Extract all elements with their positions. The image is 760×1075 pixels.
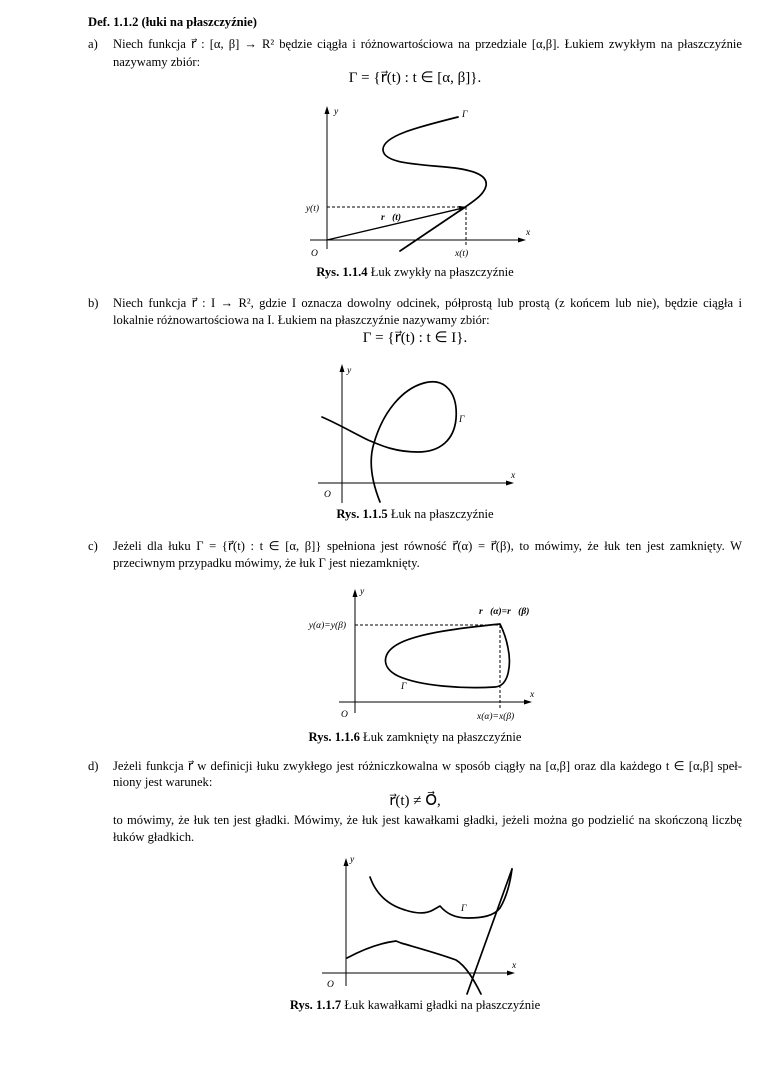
item-d-line-2: niony jest warunek: [113, 775, 213, 789]
x-axis-label: x [511, 471, 516, 481]
item-b-formula: Γ = {r⃗(t) : t ∈ I}. [362, 330, 468, 346]
x-axis-label: x [530, 690, 535, 700]
figure-2-caption-number: Rys. 1.1.5 [336, 507, 388, 521]
item-b-line-2: lokalnie różnowartościowa na I. Łukiem na płaszczyźnie nazywamy zbiór: [113, 313, 490, 327]
item-c-equality: r⃗(α) = r⃗(β) [452, 539, 511, 553]
item-c-line-2: przeciwnym przypadku mówimy, że łuk Γ jest niezamknięty. [113, 556, 420, 570]
item-a-text-2: będzie ciągła i różnowartościowa na przedziale [279, 37, 527, 51]
y-axis-label: y [350, 855, 355, 865]
item-b-line-1 [113, 294, 742, 312]
figure-3-caption [88, 728, 742, 746]
origin-label: O [324, 490, 331, 500]
curve-label: Γ [462, 110, 468, 120]
item-d-line-4: łuków gładkich. [113, 830, 195, 844]
curve-gamma [383, 117, 486, 251]
figure-1-caption-text: Łuk zwykły na płaszczyźnie [370, 265, 514, 279]
item-a-formula: Γ = {r⃗(t) : t ∈ [α, β]}. [348, 70, 482, 86]
item-d-text-4: speł- [717, 759, 742, 773]
item-c-marker: c) [88, 539, 98, 553]
item-d-line-3: to mówimy, że łuk ten jest gładki. Mówimy, że łuk jest kawałkami gładki, jeżeli można go podzielić na skończoną liczbę [113, 813, 742, 827]
figure-4-caption-text: Łuk kawałkami gładki na płaszczyźnie [344, 998, 541, 1012]
y-axis-label: y [334, 107, 339, 117]
item-a-interval: [α,β] [531, 37, 557, 51]
item-a-line-2: nazywamy zbiór: [113, 55, 201, 69]
item-b-function-notation: r⃗ : I → R² [191, 296, 251, 310]
y-t-label: y(t) [305, 204, 319, 214]
x-axis-arrowhead [506, 481, 514, 486]
lower-curve-piece [347, 941, 481, 994]
figure-3-caption-number: Rys. 1.1.6 [308, 730, 360, 744]
item-c-text-1: Jeżeli dla łuku [113, 539, 191, 553]
item-c-text-3: , to mówimy, że łuk ten jest zamknięty. W [510, 539, 742, 553]
item-a-function-notation: r⃗ : [α, β] → R² [190, 37, 275, 51]
item-d-text-1: Jeżeli funkcja [113, 759, 184, 773]
definition-title: Def. 1.1.2 (łuki na płaszczyźnie) [88, 15, 257, 29]
figure-2-diagram [305, 360, 525, 505]
item-c-arc-set: Γ = {r⃗(t) : t ∈ [α, β]} [196, 539, 322, 553]
x-axis-label: x [526, 228, 531, 238]
figure-1-caption [88, 263, 742, 281]
item-b-text-2: , gdzie I oznacza dowolny odcinek, półprostą lub prostą (z końcem lub nie), będzie ciągła i [250, 296, 742, 310]
item-a-line-1 [113, 35, 742, 53]
origin-label: O [341, 710, 348, 720]
y-axis-arrowhead [353, 589, 358, 597]
item-b-text-1: Niech funkcja [113, 296, 187, 310]
x-axis-arrowhead [507, 971, 515, 976]
curve-label: Γ [459, 415, 465, 425]
endpoint-label: r⃗(α)=r⃗(β) [479, 607, 530, 617]
item-d-interval: [α,β] [545, 759, 571, 773]
item-d-marker: d) [88, 759, 99, 773]
item-a-text-3: . Łukiem zwykłym na płaszczyźnie [556, 37, 742, 51]
figure-4-diagram [315, 852, 525, 997]
y-axis-label: y [347, 366, 352, 376]
vector-label: r⃗(t) [381, 213, 402, 223]
figure-4-caption [88, 996, 742, 1014]
y-axis-arrowhead [325, 106, 330, 114]
figure-2-caption [88, 505, 742, 523]
y-alpha-beta-label: y(α)=y(β) [308, 621, 346, 631]
item-d-t-in-interval: t ∈ [α,β] [665, 759, 714, 773]
origin-label: O [327, 980, 334, 990]
figure-3-diagram [292, 585, 540, 725]
item-c-text-2: spełniona jest równość [326, 539, 447, 553]
closed-curve-gamma [385, 624, 509, 688]
upper-curve-piece [370, 869, 512, 918]
item-b-marker: b) [88, 296, 99, 310]
x-axis-arrowhead [524, 700, 532, 705]
curve-label: Γ [461, 904, 467, 914]
origin-label: O [311, 249, 318, 259]
y-axis-arrowhead [340, 364, 345, 372]
figure-2-caption-text: Łuk na płaszczyźnie [390, 507, 494, 521]
item-d-text-3: oraz dla każdego [574, 759, 662, 773]
item-a-marker: a) [88, 37, 98, 51]
figure-1-diagram [285, 100, 545, 265]
item-d-formula: r⃗(t) ≠ O⃗, [389, 793, 441, 809]
x-axis-arrowhead [518, 238, 526, 243]
x-alpha-beta-label: x(α)=x(β) [477, 712, 515, 722]
item-c-line-1 [113, 537, 742, 555]
item-a-text-1: Niech funkcja [113, 37, 186, 51]
item-d-text-2: w definicji łuku zwykłego jest różniczkowalna w sposób ciągły na [197, 759, 542, 773]
figure-3-caption-text: Łuk zamknięty na płaszczyźnie [363, 730, 522, 744]
curve-label: Γ [401, 682, 407, 692]
right-curve-piece [467, 869, 512, 994]
y-axis-arrowhead [344, 858, 349, 866]
x-t-label: x(t) [455, 249, 469, 259]
y-axis-label: y [360, 587, 365, 597]
item-d-vector-r: r⃗ [187, 759, 194, 773]
x-axis-label: x [512, 961, 517, 971]
figure-4-caption-number: Rys. 1.1.7 [289, 998, 342, 1012]
figure-1-caption-number: Rys. 1.1.4 [316, 265, 368, 279]
